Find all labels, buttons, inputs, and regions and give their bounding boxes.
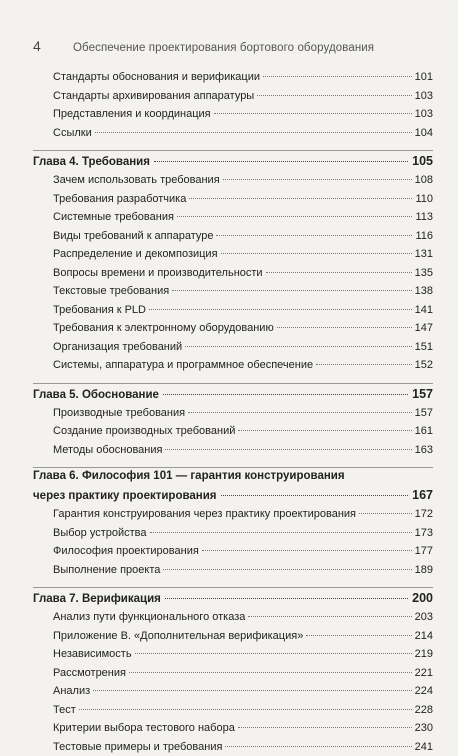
toc-entry <box>33 356 433 375</box>
table-of-contents <box>33 68 433 756</box>
page-header <box>33 38 428 54</box>
toc-entry-title: Выполнение проекта <box>53 561 160 580</box>
toc-entry-page: 152 <box>415 356 433 375</box>
toc-entry-title: Методы обоснования <box>53 441 162 460</box>
dot-leader <box>277 327 412 328</box>
toc-entry-page: 104 <box>415 124 433 143</box>
toc-entry-title: Требования к PLD <box>53 301 146 320</box>
chapter-heading <box>33 384 433 404</box>
toc-entry-page: 135 <box>415 264 433 283</box>
dot-leader <box>257 95 411 96</box>
dot-leader <box>266 272 412 273</box>
chapter-7-section <box>33 587 433 756</box>
toc-entry-page: 189 <box>415 561 433 580</box>
toc-entry <box>33 664 433 683</box>
toc-entry <box>33 171 433 190</box>
toc-entry-page: 101 <box>415 68 433 87</box>
dot-leader <box>149 309 412 310</box>
running-head: Обеспечение проектирования бортового оборудования <box>73 42 374 54</box>
toc-entry-title: Тест <box>53 701 76 720</box>
toc-entry <box>33 338 433 357</box>
toc-entry <box>33 701 433 720</box>
toc-entry-page: 110 <box>415 190 433 209</box>
dot-leader <box>316 364 412 365</box>
toc-entry-title: Рассмотрения <box>53 664 126 683</box>
dot-leader <box>225 746 411 747</box>
chapter-page: 105 <box>412 151 433 171</box>
chapter-page: 157 <box>412 384 433 404</box>
dot-leader <box>93 690 412 691</box>
toc-entry-title: Производные требования <box>53 404 185 423</box>
toc-entry-page: 151 <box>415 338 433 357</box>
toc-entry-title: Стандарты архивирования аппаратуры <box>53 87 254 106</box>
toc-entry-page: 228 <box>415 701 433 720</box>
toc-entry <box>33 682 433 701</box>
toc-entry-page: 214 <box>415 627 433 646</box>
toc-entry <box>33 505 433 524</box>
dot-leader <box>177 216 413 217</box>
dot-leader <box>154 161 408 162</box>
toc-entry-page: 147 <box>415 319 433 338</box>
chapter-5-section <box>33 383 433 460</box>
toc-entry <box>33 87 433 106</box>
chapter-title: Глава 5. Обоснование <box>33 385 159 405</box>
toc-entry-page: 113 <box>415 208 433 227</box>
toc-entry-title: Ссылки <box>53 124 92 143</box>
chapter-title: Глава 4. Требования <box>33 152 150 172</box>
toc-entry-title: Представления и координация <box>53 105 211 124</box>
chapter-page: 200 <box>412 588 433 608</box>
toc-entry <box>33 208 433 227</box>
toc-entry-page: 173 <box>415 524 433 543</box>
toc-entry-title: Философия проектирования <box>53 542 199 561</box>
toc-entry-page: 141 <box>415 301 433 320</box>
dot-leader <box>150 532 412 533</box>
dot-leader <box>95 132 412 133</box>
toc-entry-title: Вопросы времени и производительности <box>53 264 263 283</box>
toc-entry-page: 241 <box>415 738 433 756</box>
toc-entry-title: Зачем использовать требования <box>53 171 220 190</box>
toc-entry-title: Приложение В. «Дополнительная верификация» <box>53 627 303 646</box>
toc-entry-title: Критерии выбора тестового набора <box>53 719 235 738</box>
toc-entry-title: Системы, аппаратура и программное обеспечение <box>53 356 313 375</box>
toc-entry <box>33 422 433 441</box>
dot-leader <box>202 550 412 551</box>
chapter-heading <box>33 485 433 505</box>
toc-entry <box>33 301 433 320</box>
chapter-page: 167 <box>412 485 433 505</box>
toc-entry-title: Распределение и декомпозиция <box>53 245 218 264</box>
dot-leader <box>214 113 412 114</box>
toc-entry <box>33 282 433 301</box>
toc-entry-page: 203 <box>415 608 433 627</box>
toc-entry <box>33 68 433 87</box>
dot-leader <box>238 727 412 728</box>
toc-entry <box>33 319 433 338</box>
chapter-heading <box>33 151 433 171</box>
chapter-title-line1: Глава 6. Философия 101 — гарантия конструирования <box>33 468 433 485</box>
dot-leader <box>185 346 411 347</box>
toc-entry-page: 224 <box>415 682 433 701</box>
dot-leader <box>221 495 409 496</box>
toc-entry-title: Анализ пути функционального отказа <box>53 608 245 627</box>
toc-entry-page: 116 <box>415 227 433 246</box>
toc-entry-page: 138 <box>415 282 433 301</box>
toc-entry-page: 230 <box>415 719 433 738</box>
page-number: 4 <box>33 38 73 54</box>
toc-entry-title: Создание производных требований <box>53 422 235 441</box>
dot-leader <box>359 513 412 514</box>
dot-leader <box>263 76 412 77</box>
dot-leader <box>221 253 412 254</box>
toc-entry <box>33 190 433 209</box>
toc-entry-title: Гарантия конструирования через практику проектирования <box>53 505 356 524</box>
toc-entry <box>33 227 433 246</box>
toc-entry <box>33 719 433 738</box>
toc-entry <box>33 627 433 646</box>
toc-entry-page: 177 <box>415 542 433 561</box>
toc-entry <box>33 264 433 283</box>
toc-entry-title: Требования к электронному оборудованию <box>53 319 274 338</box>
chapter-heading-line1 <box>33 468 433 485</box>
dot-leader <box>79 709 412 710</box>
toc-entry <box>33 441 433 460</box>
toc-entry <box>33 524 433 543</box>
dot-leader <box>129 672 412 673</box>
chapter-6-section <box>33 467 433 579</box>
toc-entry-title: Выбор устройства <box>53 524 147 543</box>
toc-entry <box>33 124 433 143</box>
dot-leader <box>189 198 412 199</box>
dot-leader <box>165 598 408 599</box>
toc-entry-page: 219 <box>415 645 433 664</box>
toc-entry <box>33 245 433 264</box>
dot-leader <box>238 430 411 431</box>
dot-leader <box>248 616 411 617</box>
toc-entry <box>33 561 433 580</box>
toc-entry <box>33 608 433 627</box>
toc-entry-page: 103 <box>415 87 433 106</box>
toc-entry-title: Тестовые примеры и требования <box>53 738 222 756</box>
toc-entry-title: Анализ <box>53 682 90 701</box>
toc-entry-page: 163 <box>415 441 433 460</box>
toc-entry-title: Требования разработчика <box>53 190 186 209</box>
toc-entry <box>33 738 433 756</box>
dot-leader <box>188 412 412 413</box>
dot-leader <box>163 569 411 570</box>
toc-entry-title: Независимость <box>53 645 132 664</box>
chapter-4-section <box>33 150 433 375</box>
toc-entry-page: 172 <box>415 505 433 524</box>
dot-leader <box>135 653 412 654</box>
toc-entry-title: Стандарты обоснования и верификации <box>53 68 260 87</box>
dot-leader <box>216 235 412 236</box>
toc-entry-page: 161 <box>415 422 433 441</box>
toc-entry <box>33 542 433 561</box>
toc-entry-page: 221 <box>415 664 433 683</box>
toc-entry-title: Виды требований к аппаратуре <box>53 227 213 246</box>
toc-entry-title: Организация требований <box>53 338 182 357</box>
intro-section <box>33 68 433 142</box>
toc-entry-title: Текстовые требования <box>53 282 169 301</box>
chapter-heading <box>33 588 433 608</box>
toc-entry-title: Системные требования <box>53 208 174 227</box>
toc-entry-page: 108 <box>415 171 433 190</box>
toc-entry-page: 157 <box>415 404 433 423</box>
dot-leader <box>172 290 411 291</box>
chapter-title: Глава 7. Верификация <box>33 589 161 609</box>
dot-leader <box>223 179 412 180</box>
toc-entry-page: 103 <box>415 105 433 124</box>
toc-entry <box>33 645 433 664</box>
dot-leader <box>165 449 411 450</box>
dot-leader <box>163 394 408 395</box>
toc-entry-page: 131 <box>415 245 433 264</box>
dot-leader <box>306 635 411 636</box>
toc-entry <box>33 105 433 124</box>
toc-entry <box>33 404 433 423</box>
chapter-title: через практику проектирования <box>33 486 217 506</box>
